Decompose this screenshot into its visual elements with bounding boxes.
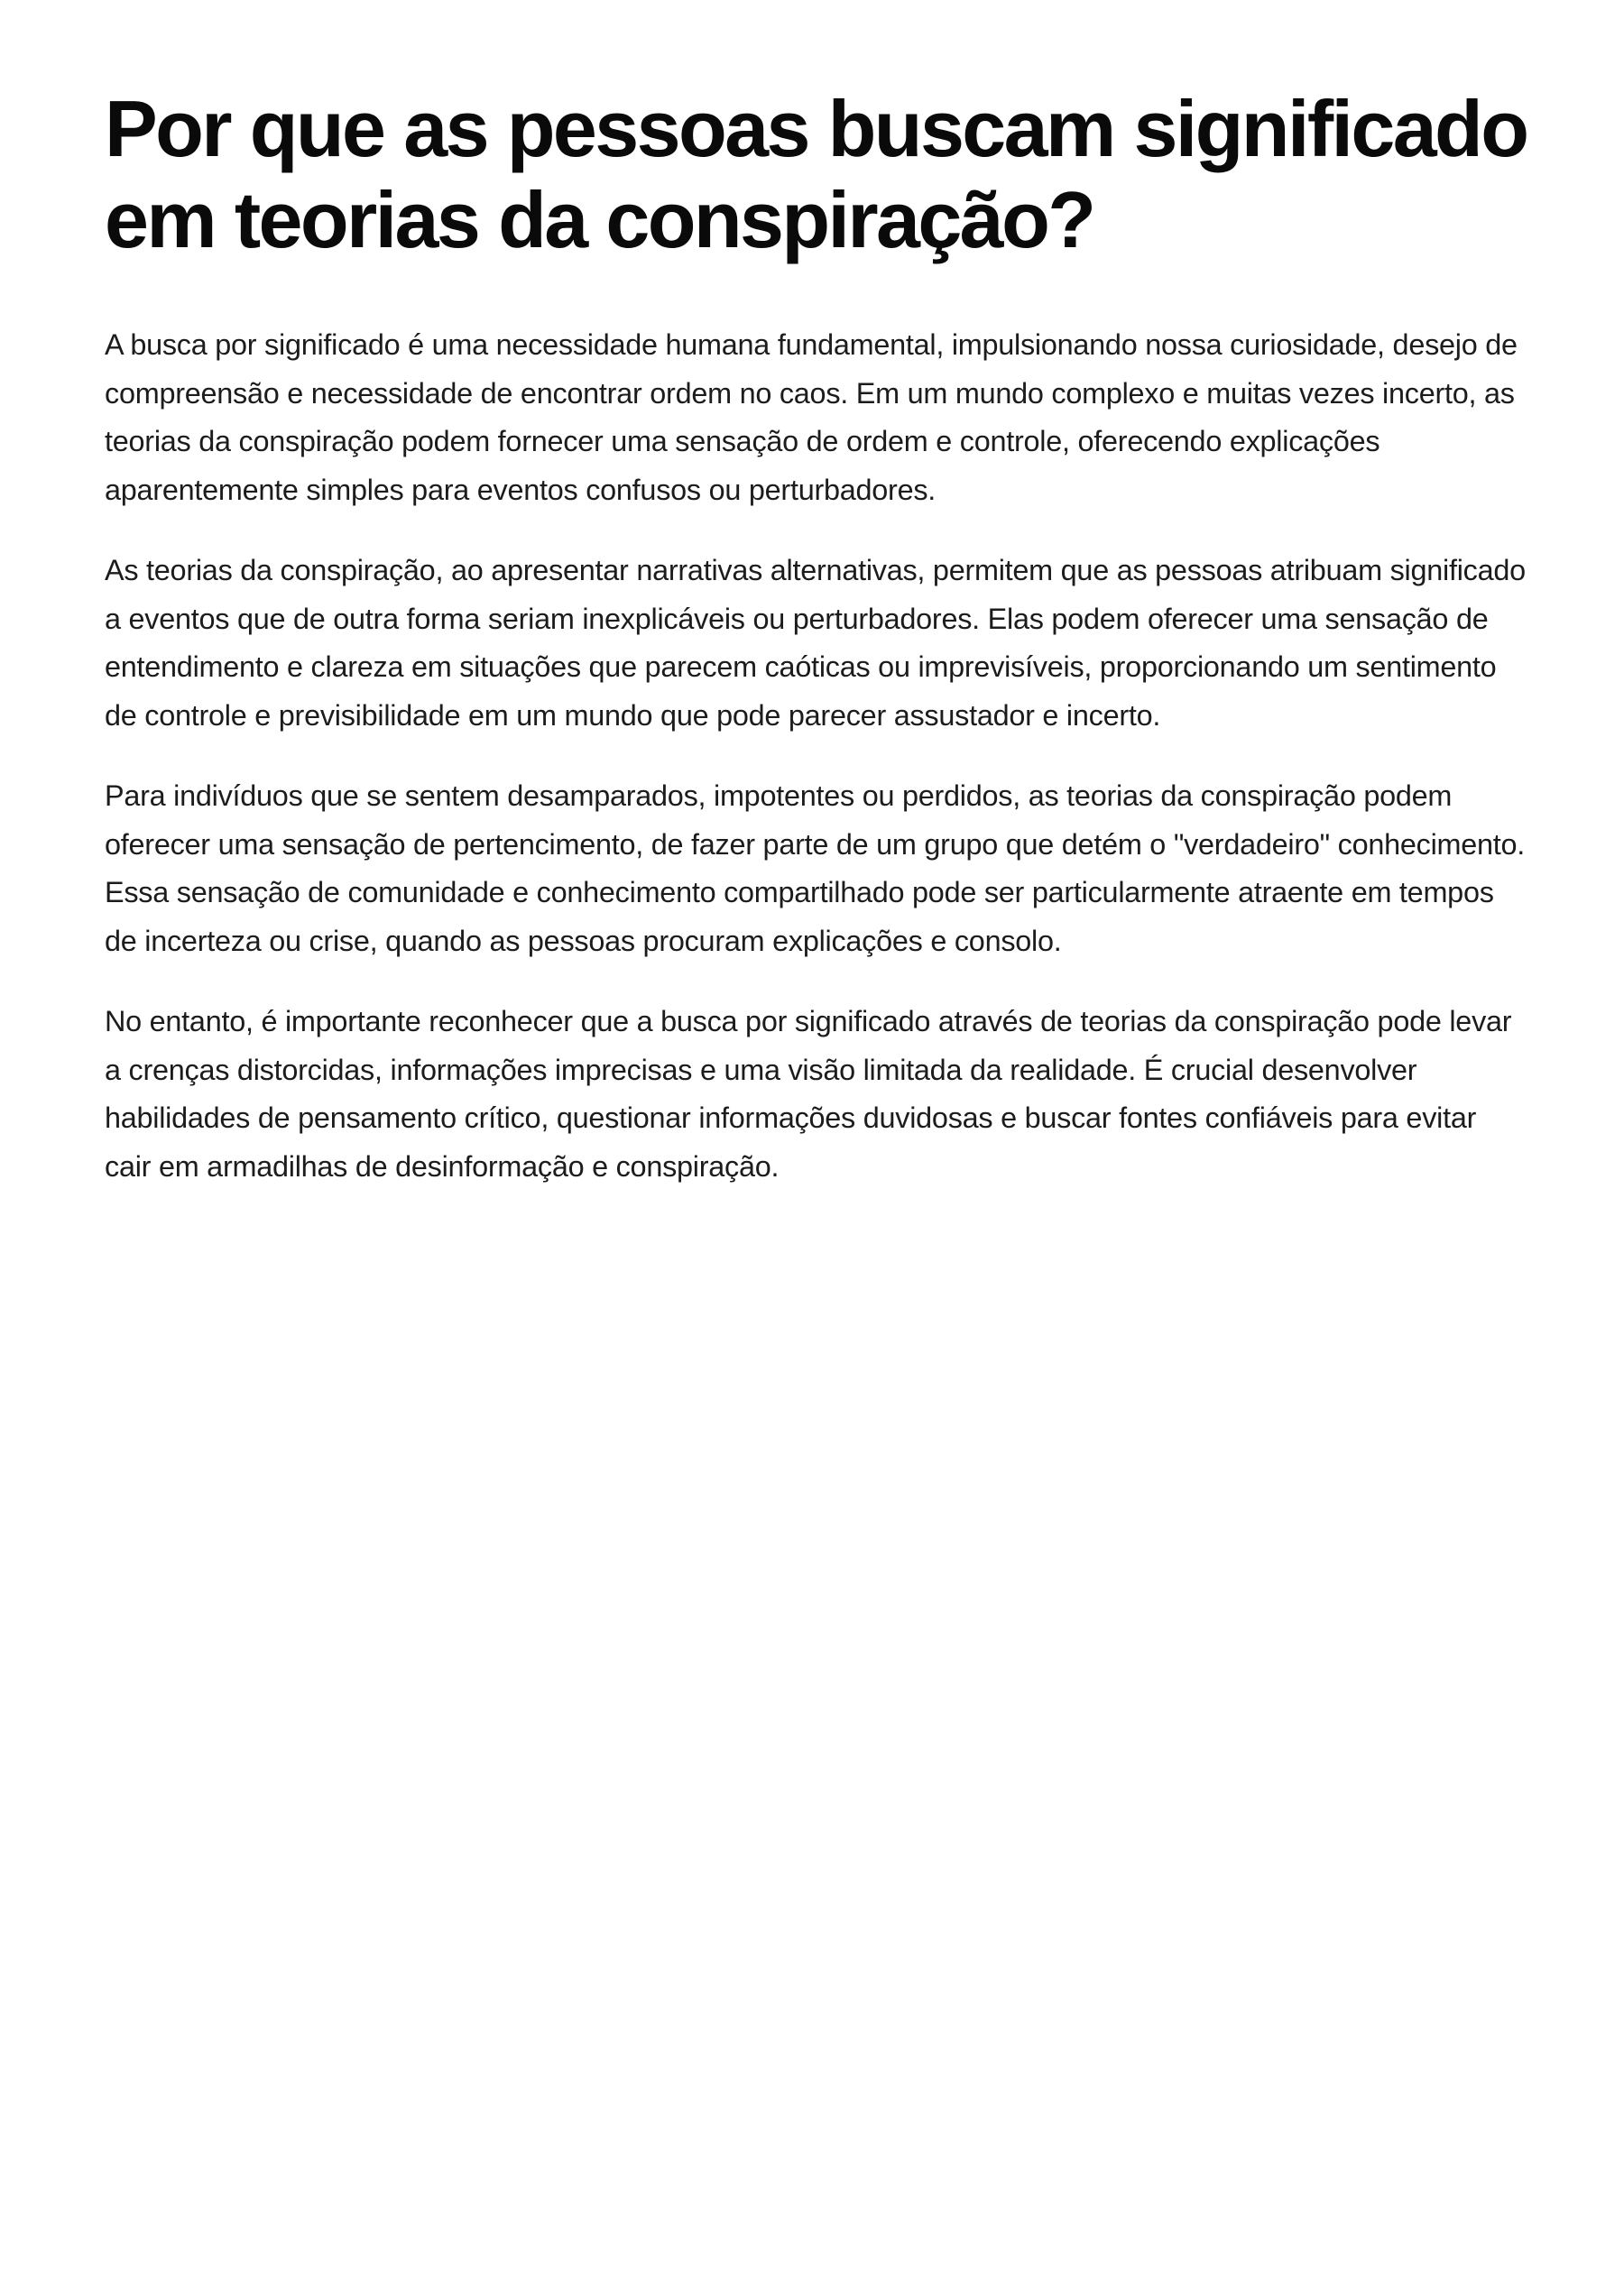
- document-page: [105, 83, 1530, 1223]
- paragraph-1: A busca por significado é uma necessidade humana fundamental, impulsionando nossa curiosidade, desejo de compreensão e necessidade de encontrar ordem no caos. Em um mundo complexo e muitas vezes incerto, as teorias da conspiração podem fornecer uma sensação de ordem e controle, oferecendo explicações aparentemente simples para eventos confusos ou perturbadores.: [105, 328, 1518, 506]
- paragraph-4: No entanto, é importante reconhecer que a busca por significado através de teorias da conspiração pode levar a crenças distorcidas, informações imprecisas e uma visão limitada da realidade. É crucial desenvolver habilidades de pensamento crítico, questionar informações duvidosas e buscar fontes confiáveis para evitar cair em armadilhas de desinformação e conspiração.: [105, 1005, 1512, 1183]
- paragraph-3: Para indivíduos que se sentem desamparados, impotentes ou perdidos, as teorias da conspiração podem oferecer uma sensação de pertencimento, de fazer parte de um grupo que detém o "verdadeiro" conhecimento. Essa sensação de comunidade e conhecimento compartilhado pode ser particularmente atraente em tempos de incerteza ou crise, quando as pessoas procuram explicações e consolo.: [105, 779, 1526, 957]
- paragraph-2: As teorias da conspiração, ao apresentar narrativas alternativas, permitem que as pessoas atribuam significado a eventos que de outra forma seriam inexplicáveis ou perturbadores. Elas podem oferecer uma sensação de entendimento e clareza em situações que parecem caóticas ou imprevisíveis, proporcionando um sentimento de controle e previsibilidade em um mundo que pode parecer assustador e incerto.: [105, 554, 1526, 732]
- document-body: [105, 321, 1530, 1191]
- document-title: Por que as pessoas buscam significado em teorias da conspiração?: [105, 84, 1527, 264]
